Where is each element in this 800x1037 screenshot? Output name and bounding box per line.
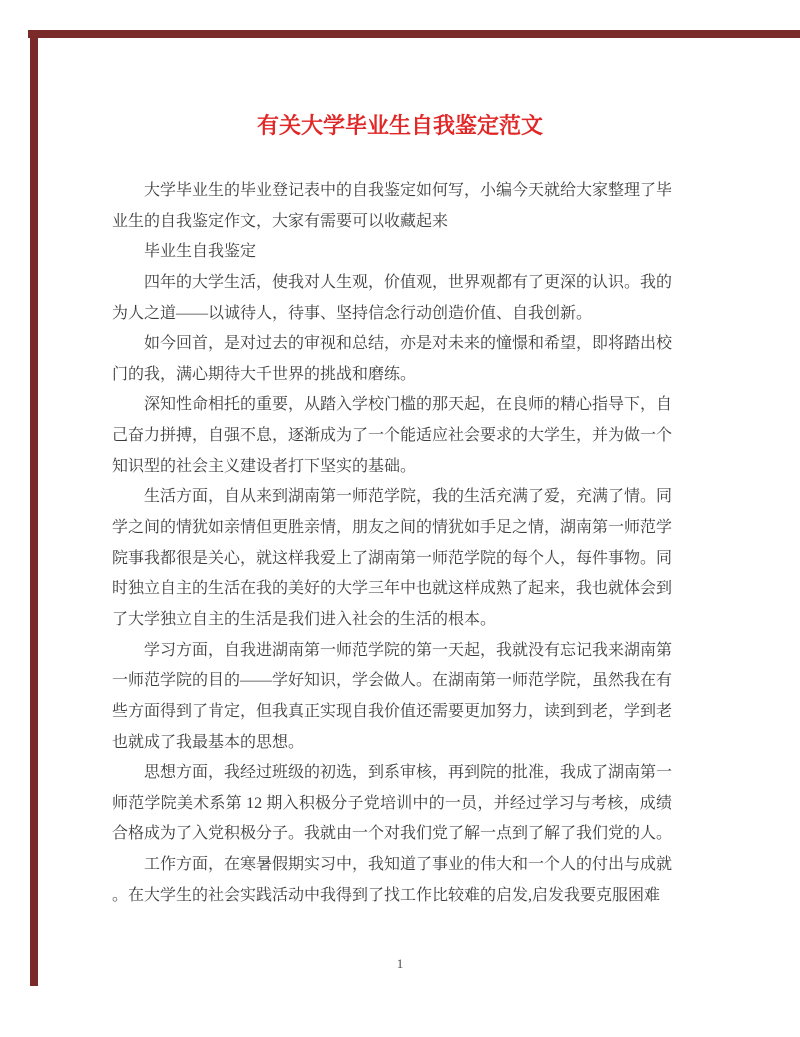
paragraph (112, 482, 672, 635)
body-line: 了大学独立自主的生活是我们进入社会的生活的根本。 (112, 610, 497, 628)
body-line: 学习方面，自我进湖南第一师范学院的第一天起，我就没有忘记我来湖南第 (144, 641, 672, 659)
paragraph (112, 850, 672, 911)
body-line: 己奋力拼搏，自强不息，逐渐成为了一个能适应社会要求的大学生，并为做一个 (112, 427, 672, 445)
body-line: 一师范学院的目的——学好知识，学会做人。在湖南第一师范学院，虽然我在有 (112, 672, 672, 690)
body-line: 为人之道——以诚待人，待事、坚持信念行动创造价值、自我创新。 (112, 304, 593, 322)
paragraph (112, 176, 672, 237)
body-line: 也就成了我最基本的思想。 (112, 733, 305, 751)
body-line: 如今回首，是对过去的审视和总结，亦是对未来的憧憬和希望，即将踏出校 (144, 335, 672, 353)
page-number: 1 (396, 956, 404, 971)
body-line: 生活方面，自从来到湖南第一师范学院，我的生活充满了爱，充满了情。同 (144, 488, 672, 506)
body-line: 知识型的社会主义建设者打下坚实的基础。 (112, 457, 417, 475)
body-line: 。在大学生的社会实践活动中我得到了找工作比较难的启发,启发我要克服困难 (112, 886, 661, 904)
body-line: 院事我都很是关心，就这样我爱上了湖南第一师范学院的每个人，每件事物。同 (112, 549, 672, 567)
body-line: 师范学院美术系第 12 期入积极分子党培训中的一员，并经过学习与考核，成绩 (112, 794, 672, 812)
paragraph (112, 237, 672, 268)
body-line: 大学毕业生的毕业登记表中的自我鉴定如何写，小编今天就给大家整理了毕 (144, 182, 672, 199)
body-line: 毕业生自我鉴定 (144, 243, 257, 261)
body-line: 四年的大学生活，使我对人生观，价值观，世界观都有了更深的认识。我的 (144, 273, 672, 291)
body-line: 思想方面，我经过班级的初选，到系审核，再到院的批准，我成了湖南第一 (144, 764, 672, 782)
paragraph (112, 268, 672, 329)
paragraph (112, 329, 672, 390)
body-line: 时独立自主的生活在我的美好的大学三年中也就这样成熟了起来，我也就体会到 (112, 580, 672, 598)
body-line: 深知性命相托的重要，从踏入学校门槛的那天起，在良师的精心指导下，自 (144, 396, 672, 414)
page-border-top (28, 30, 800, 38)
document-body (112, 176, 672, 911)
body-line: 些方面得到了肯定，但我真正实现自我价值还需要更加努力，读到到老，学到老 (112, 702, 672, 720)
paragraph (112, 390, 672, 482)
body-line: 合格成为了入党积极分子。我就由一个对我们党了解一点到了解了我们党的人。 (112, 825, 672, 843)
body-line: 学之间的情犹如亲情但更胜亲情，朋友之间的情犹如手足之情，湖南第一师范学 (112, 519, 672, 537)
body-line: 业生的自我鉴定作文，大家有需要可以收藏起来 (112, 212, 449, 230)
document-title: 有关大学毕业生自我鉴定范文 (256, 113, 543, 138)
paragraph (112, 636, 672, 759)
page-border-left (30, 30, 38, 986)
body-line: 工作方面，在寒暑假期实习中，我知道了事业的伟大和一个人的付出与成就 (144, 856, 672, 874)
paragraph (112, 758, 672, 850)
body-line: 门的我，满心期待大千世界的挑战和磨练。 (112, 365, 417, 383)
